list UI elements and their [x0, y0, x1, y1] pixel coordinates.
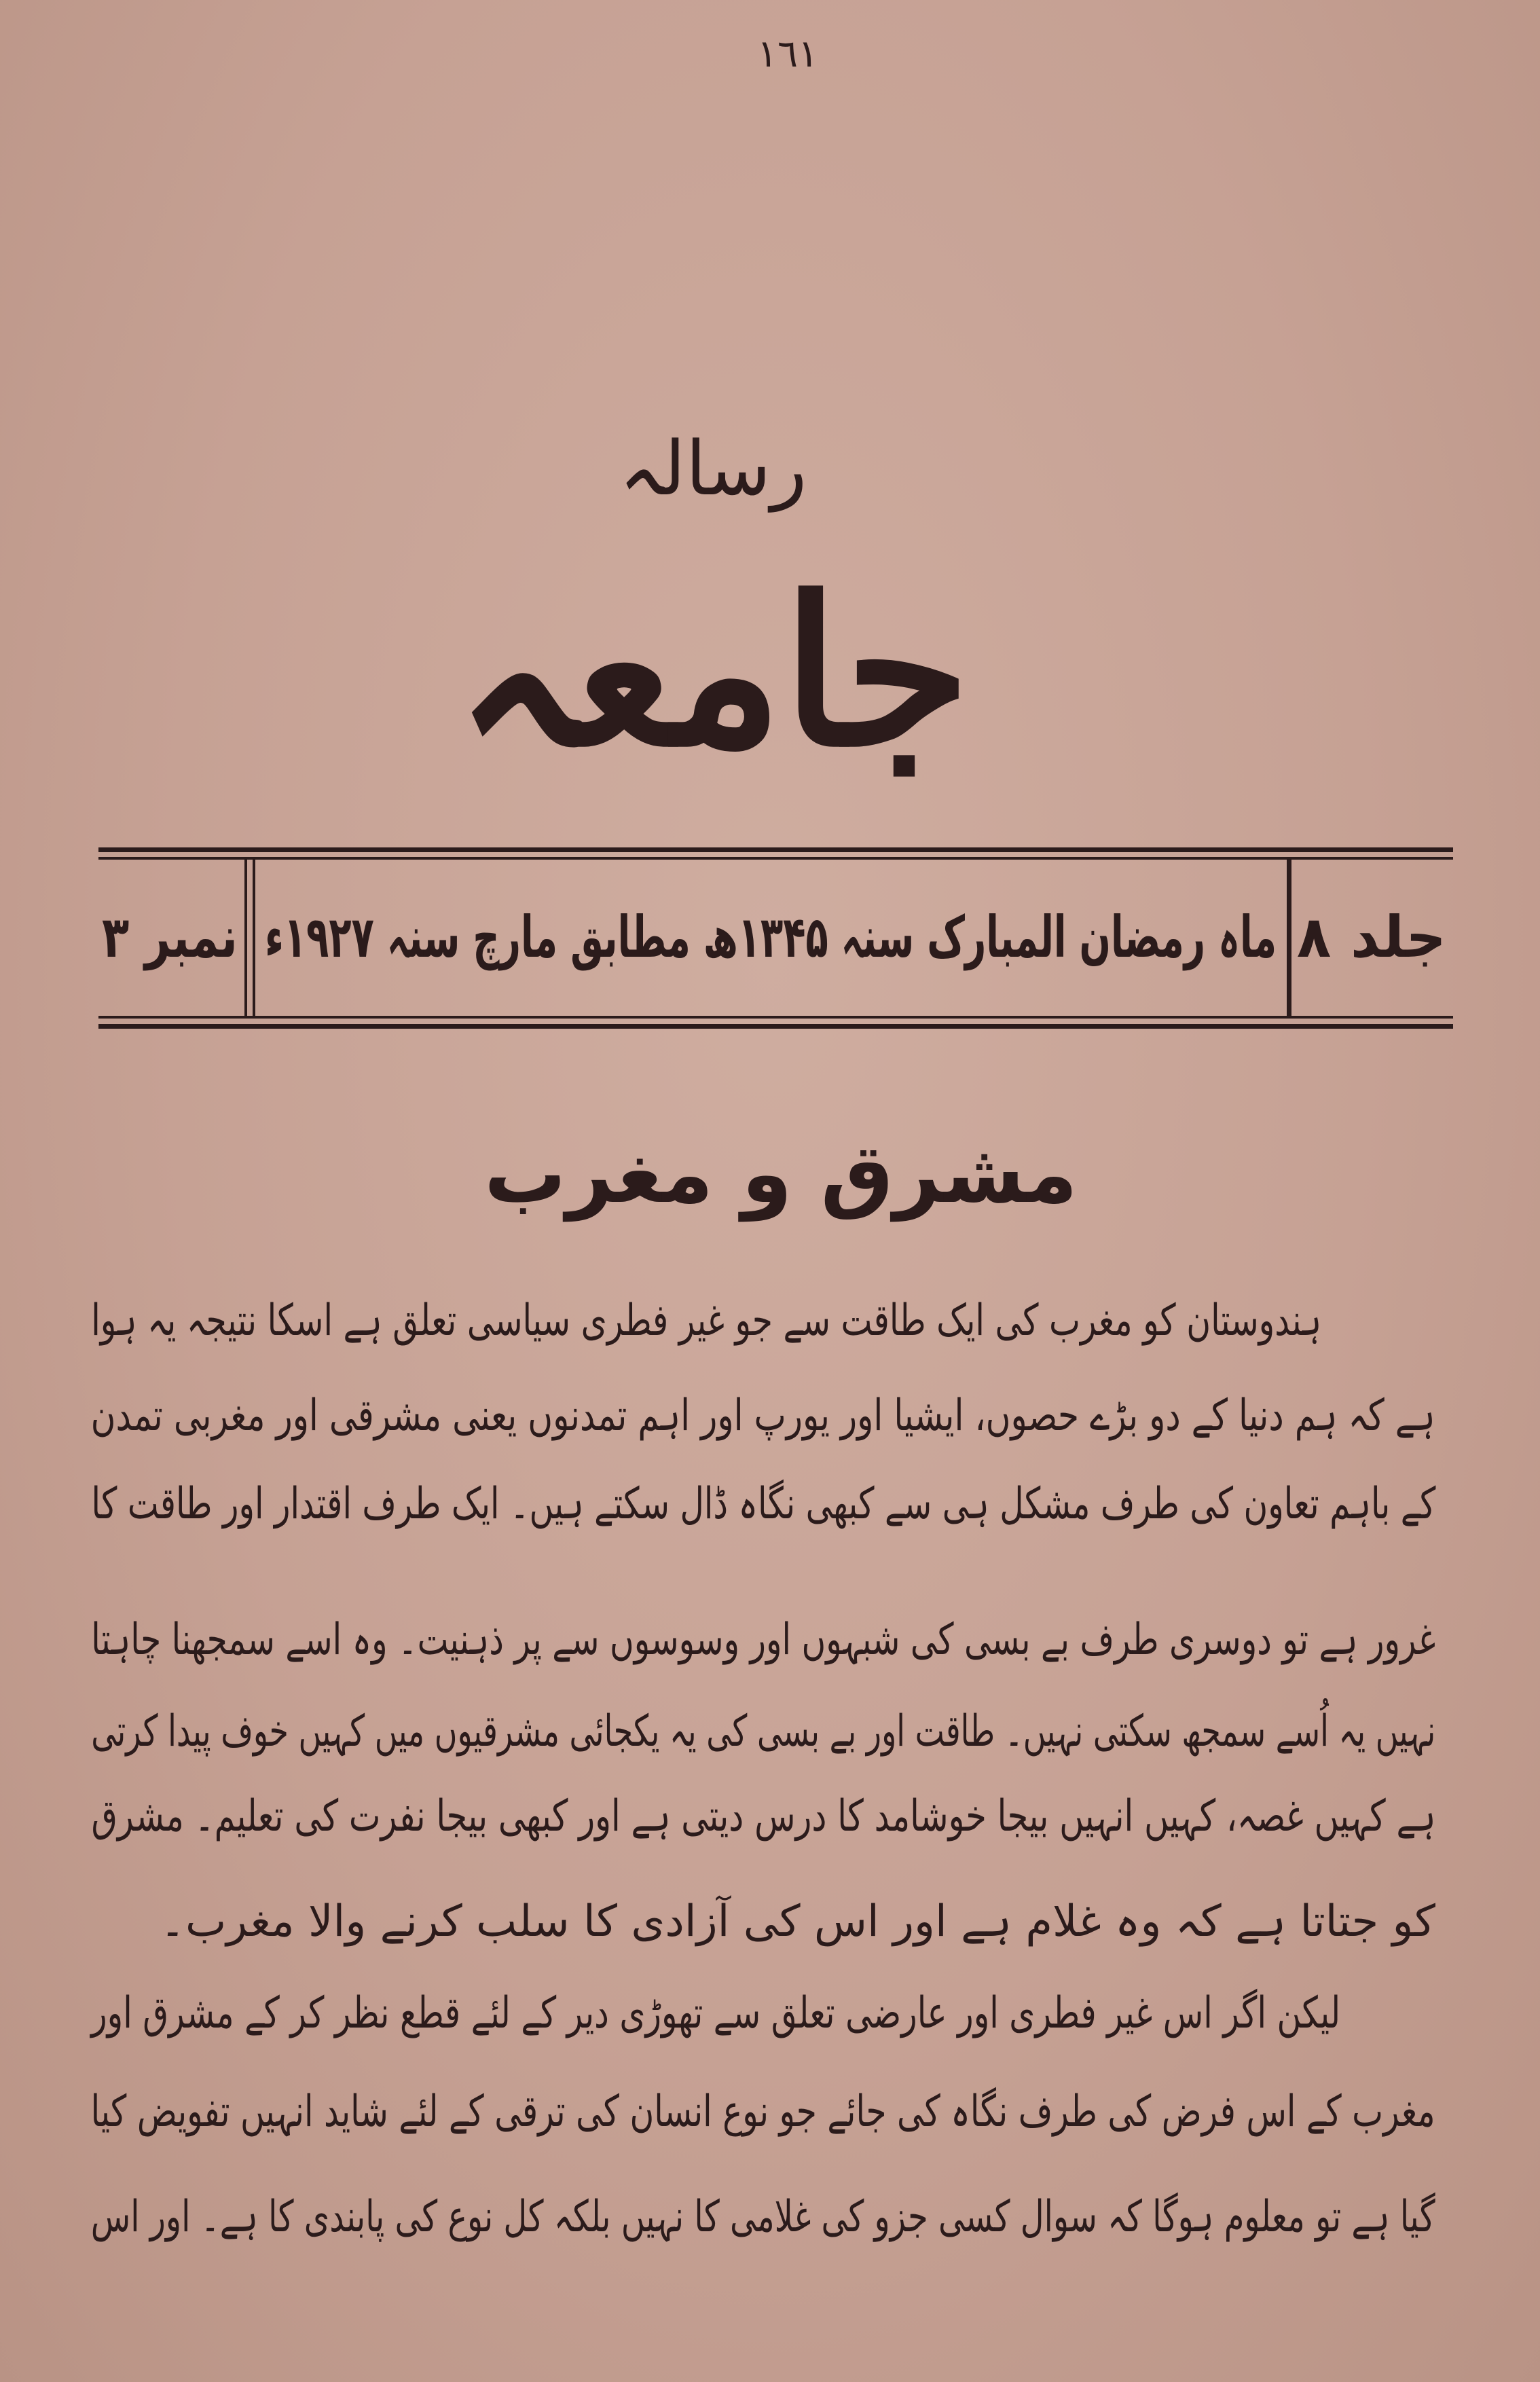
issue-bar-bottom-rule	[98, 1024, 1453, 1029]
article-line-text: ہے کہ ہم دنیا کے دو بڑے حصوں، ایشیا اور یورپ اور اہم تمدنوں یعنی مشرقی اور مغربی تمدن	[91, 1391, 1435, 1441]
issue-date	[265, 883, 1277, 991]
article-line-text: نہیں یہ اُسے سمجھ سکتی نہیں۔ طاقت اور بے بسی کی یہ یکجائی مشرقیوں میں کہیں خوف پیدا کرتی	[91, 1706, 1435, 1757]
article-line-text: مغرب کے اس فرض کی طرف نگاہ کی جائے جو نوع انسان کی ترقی کے لئے شاید انہیں تفویض کیا	[91, 2087, 1435, 2137]
issue-bar-top-rule-inner	[98, 857, 1453, 860]
article-line	[91, 1884, 1435, 1959]
article-line	[91, 1976, 1340, 2051]
magazine-title: جامعہ	[455, 552, 971, 792]
issue-date-text: ماہ رمضان المبارک سنہ ۱۳۴۵ھ مطابق مارچ سنہ ۱۹۲۷ء	[265, 904, 1277, 970]
article-line-text: لیکن اگر اس غیر فطری اور عارضی تعلق سے تھوڑی دیر کے لئے قطع نظر کر کے مشرق اور	[91, 1988, 1340, 2038]
article-line-text: کو جتاتا ہے کہ وہ غلام ہے اور اس کی آزادی کا سلب کرنے والا مغرب۔	[160, 1897, 1435, 1947]
article-line	[91, 1694, 1435, 1769]
article-line-text: کے باہم تعاون کی طرف مشکل ہی سے کبھی نگاہ ڈال سکتے ہیں۔ ایک طرف اقتدار اور طاقت کا	[91, 1479, 1435, 1529]
issue-number-text: نمبر ۳	[102, 904, 238, 970]
article-line	[91, 1602, 1435, 1677]
issue-bar-divider	[253, 857, 255, 1017]
issue-volume	[1297, 883, 1446, 991]
article-line-text: ہے کہیں غصہ، کہیں انہیں بیجا خوشامد کا درس دیتی ہے اور کبھی بیجا نفرت کی تعلیم۔ مشرق	[91, 1791, 1435, 1842]
issue-bar-divider	[1287, 857, 1291, 1017]
issue-volume-text: جلد ۸	[1297, 904, 1446, 970]
magazine-label: رسالہ	[619, 425, 807, 512]
article-title: مشرق و مغرب	[484, 1127, 1078, 1222]
article-line	[91, 1378, 1435, 1453]
issue-bar-top-rule	[98, 847, 1453, 852]
issue-bar-divider	[244, 857, 247, 1017]
page-number: ١٦١	[756, 32, 819, 76]
article-line-text: غرور ہے تو دوسری طرف بے بسی کی شبہوں اور وسوسوں سے پر ذہنیت۔ وہ اسے سمجھنا چاہتا	[91, 1615, 1435, 1665]
article-line-text: گیا ہے تو معلوم ہوگا کہ سوال کسی جزو کی غلامی کا نہیں بلکہ کل نوع کی پابندی کا ہے۔ اور اس	[91, 2192, 1435, 2242]
issue-bar-bottom-rule-inner	[98, 1016, 1453, 1019]
issue-number	[102, 883, 238, 991]
article-line	[91, 1779, 1435, 1854]
article-line	[91, 2074, 1435, 2149]
article-line	[91, 1283, 1321, 1358]
article-line	[91, 2180, 1435, 2254]
article-line-text: ہندوستان کو مغرب کی ایک طاقت سے جو غیر فطری سیاسی تعلق ہے اسکا نتیجہ یہ ہوا	[91, 1296, 1321, 1346]
article-line	[91, 1467, 1435, 1541]
